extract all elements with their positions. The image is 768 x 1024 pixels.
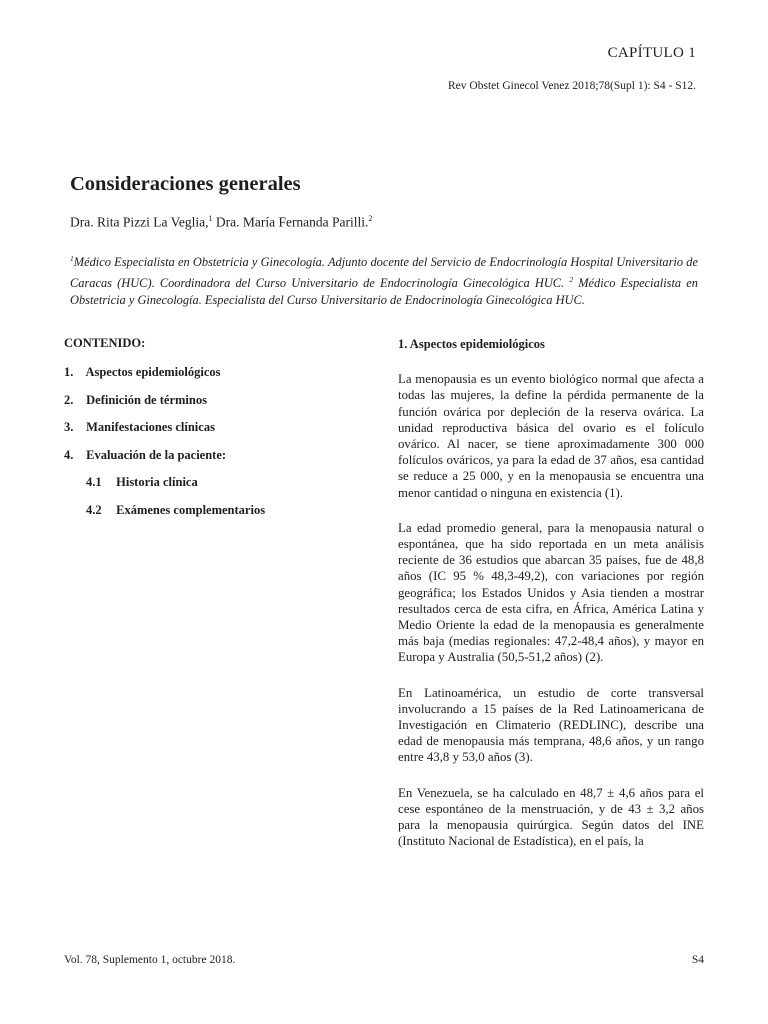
- contents-subitem: [64, 503, 364, 518]
- contents-item-number: 1.: [64, 365, 74, 379]
- footer-volume: Vol. 78, Suplemento 1, octubre 2018.: [64, 954, 236, 966]
- footer-page-number: S4: [691, 954, 704, 966]
- section-heading: 1. Aspectos epidemiológicos: [398, 337, 545, 351]
- body-paragraph: La menopausia es un evento biológico normal que afecta a todas las mujeres, la define la pérdida permanente de la función ovárica por depleción de la reserva ovárica. La unidad reproductiva básica del ovario es el folículo ovárico. Al nacer, se tiene aproximadamente 300 000 folículos ováricos, ya para la edad de 37 años, esa cantidad se reduce a 25 000, y en la menopausia se encuentra una menor cantidad o ninguna en existencia (1).: [398, 372, 704, 500]
- author-2-name: Dra. María Fernanda Parilli.: [215, 214, 369, 230]
- contents-item: [64, 420, 364, 435]
- affiliation-1-mark: 1: [70, 254, 74, 263]
- journal-reference: Rev Obstet Ginecol Venez 2018;78(Supl 1): S4 - S12.: [448, 80, 696, 92]
- affiliations: [70, 250, 698, 309]
- author-1-name: Dra. Rita Pizzi La Veglia,: [70, 214, 209, 230]
- main-column: [398, 336, 704, 868]
- authors-line: [70, 214, 372, 231]
- body-paragraph: La edad promedio general, para la menopausia natural o espontánea, que ha sido reportada en un meta análisis reciente de 36 estudios que abarcan 35 países, fue de 48,8 años (IC 95 % 48,3-49,2), con variaciones por región geográfica; los Estados Unidos y Asia tienden a mostrar resultados cerca de esta cifra, en África, América Latina y Medio Oriente la edad de la menopausia es generalmente más baja (medias regionales: 47,2-48,4 años), y mayor en Europa y Australia (50,5-51,2 años) (2).: [398, 520, 704, 665]
- author-1-mark: 1: [208, 214, 213, 223]
- contents-item-label: Historia clínica: [116, 475, 198, 489]
- contents-item-label: Definición de términos: [86, 392, 207, 407]
- body-paragraph: En Latinoamérica, un estudio de corte transversal involucrando a 15 países de la Red Latinoamericana de Investigación en Climaterio (REDLINC), describe una edad de menopausia más temprana, 48,6 años, y un rango entre 43,8 y 53,0 años (3).: [398, 685, 704, 765]
- contents-item-label: Aspectos epidemiológicos: [85, 365, 221, 379]
- contents-subitem: [64, 475, 364, 490]
- contents-item-number: 2.: [64, 392, 74, 407]
- contents-item-number: 4.: [64, 447, 74, 462]
- contents-item: [64, 393, 364, 408]
- contents-item: [64, 448, 364, 463]
- contents-item-number: 3.: [64, 420, 74, 434]
- contents-item-label: Evaluación de la paciente:: [86, 447, 227, 462]
- contents-box: [64, 336, 364, 530]
- author-2-mark: 2: [368, 214, 373, 223]
- affiliation-2-text: Médico Especialista en Obstetricia y Ginecología. Especialista del Curso Universitario de Endocrinología Ginecológica HUC.: [70, 276, 698, 308]
- affiliation-1-text: Médico Especialista en Obstetricia y Ginecología. Adjunto docente del Servicio de Endocrinología Hospital Universitario de Caracas (HUC). Coordinadora del Curso Universitario de Endocrinología Ginecológica HUC.: [70, 255, 698, 291]
- contents-item-label: Exámenes complementarios: [116, 502, 266, 517]
- affiliation-2-mark: 2: [569, 275, 574, 285]
- body-paragraph: En Venezuela, se ha calculado en 48,7 ± 4,6 años para el cese espontáneo de la menstruación, y de 43 ± 3,2 años para la menopausia quirúrgica. Según datos del INE (Instituto Nacional de Estadística), en el país, la: [398, 785, 704, 849]
- chapter-label: CAPÍTULO 1: [607, 45, 696, 61]
- contents-heading: CONTENIDO:: [64, 336, 146, 350]
- contents-item-number: 4.2: [86, 502, 102, 517]
- contents-item-label: Manifestaciones clínicas: [86, 420, 215, 434]
- article-title: Consideraciones generales: [70, 173, 301, 195]
- contents-item-number: 4.1: [86, 475, 102, 489]
- contents-item: [64, 365, 364, 380]
- contents-list: [64, 365, 364, 518]
